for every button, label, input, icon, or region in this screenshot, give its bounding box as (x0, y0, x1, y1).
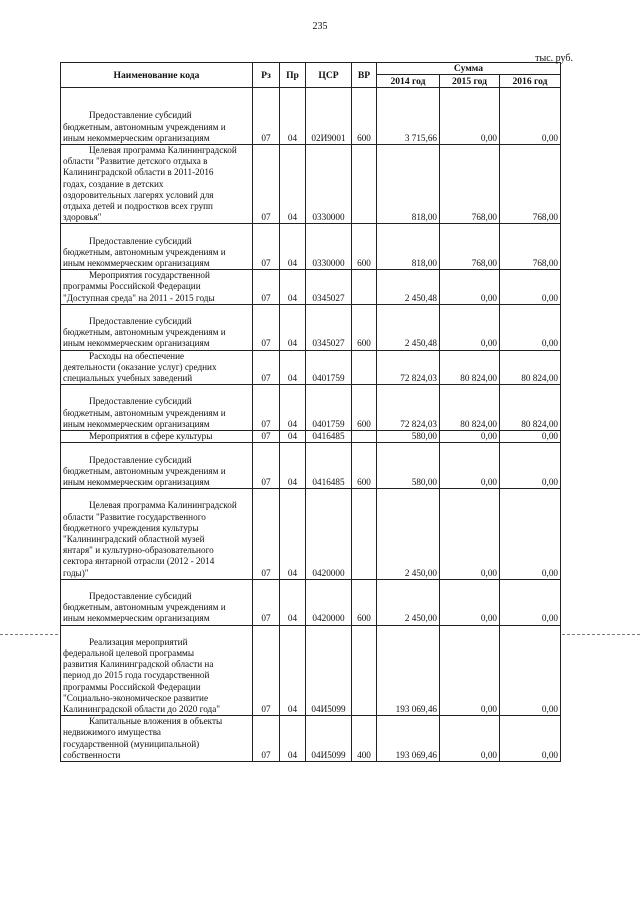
cell-vr (352, 350, 377, 385)
cell-csr: 0416485 (306, 443, 352, 489)
row-name (61, 579, 253, 625)
cell-pr: 04 (280, 431, 306, 443)
table-row (61, 431, 561, 443)
cell-csr: 0420000 (306, 579, 352, 625)
row-name (61, 224, 253, 270)
table-row (61, 304, 561, 350)
cell-pr: 04 (280, 716, 306, 762)
row-name-line: "Социально-экономическое развитие (63, 692, 209, 703)
cell-vr: 600 (352, 579, 377, 625)
cell-csr: 0416485 (306, 431, 352, 443)
cell-csr: 0345027 (306, 270, 352, 305)
table-row (61, 625, 561, 716)
cell-csr: 04И5099 (306, 625, 352, 716)
row-name-line: иным некоммерческим организациям (63, 338, 210, 349)
row-name-line: здоровья" (63, 212, 102, 223)
row-name-line: программы Российской Федерации (63, 281, 201, 292)
cell-y2015: 0,00 (440, 431, 500, 443)
cell-rz: 07 (253, 716, 280, 762)
cell-y2014: 580,00 (377, 431, 440, 443)
row-name-line: Калининградской области в 2011-2016 (63, 167, 214, 178)
row-name (61, 489, 253, 580)
header-year-2015: 2015 год (440, 75, 500, 88)
cell-csr: 0401759 (306, 350, 352, 385)
row-name-line: бюджетным, автономным учреждениям и (63, 465, 226, 476)
cell-pr: 04 (280, 350, 306, 385)
cell-vr: 600 (352, 385, 377, 431)
cell-y2016: 0,00 (500, 304, 561, 350)
row-name (61, 88, 253, 145)
cell-y2016: 0,00 (500, 88, 561, 145)
header-sum: Сумма (377, 63, 561, 75)
cell-y2015: 0,00 (440, 270, 500, 305)
row-name-line: иным некоммерческим организациям (63, 258, 210, 269)
header-vr: ВР (352, 63, 377, 88)
row-name (61, 385, 253, 431)
row-name-line: Целевая программа Калининградской (89, 145, 237, 156)
row-name-line: области "Развитие детского отдыха в (63, 156, 208, 167)
row-name-line: бюджетным, автономным учреждениям и (63, 246, 226, 257)
cell-rz: 07 (253, 145, 280, 224)
table-row (61, 716, 561, 762)
cell-y2016: 0,00 (500, 579, 561, 625)
row-name-line: иным некоммерческим организациям (63, 418, 210, 429)
row-name-line: Мероприятия государственной (89, 270, 210, 281)
row-name (61, 304, 253, 350)
cell-vr: 600 (352, 88, 377, 145)
table-row (61, 350, 561, 385)
row-name-line: деятельности (оказание услуг) средних (63, 361, 217, 372)
cell-y2014: 2 450,00 (377, 489, 440, 580)
cell-vr (352, 270, 377, 305)
cell-vr (352, 431, 377, 443)
cell-rz: 07 (253, 385, 280, 431)
cell-y2014: 193 069,46 (377, 716, 440, 762)
units-label: тыс. руб. (535, 53, 573, 64)
cell-pr: 04 (280, 304, 306, 350)
cell-y2014: 818,00 (377, 224, 440, 270)
cell-y2015: 80 824,00 (440, 350, 500, 385)
header-year-2014: 2014 год (377, 75, 440, 88)
cell-pr: 04 (280, 625, 306, 716)
cell-y2015: 0,00 (440, 443, 500, 489)
cell-rz: 07 (253, 304, 280, 350)
row-name (61, 625, 253, 716)
row-name-line: Расходы на обеспечение (89, 350, 185, 361)
row-name-line: годы)" (63, 567, 89, 578)
cell-y2016: 0,00 (500, 270, 561, 305)
cell-pr: 04 (280, 489, 306, 580)
page-number: 235 (312, 21, 328, 32)
cell-y2015: 768,00 (440, 145, 500, 224)
table-row (61, 145, 561, 224)
row-name-line: Предоставление субсидий (89, 454, 192, 465)
row-name-line: области "Развитие государственного (63, 511, 206, 522)
row-name-line: бюджетным, автономным учреждениям и (63, 602, 226, 613)
cell-vr: 400 (352, 716, 377, 762)
cell-pr: 04 (280, 88, 306, 145)
cell-csr: 04И5099 (306, 716, 352, 762)
cell-y2014: 2 450,00 (377, 579, 440, 625)
row-name (61, 270, 253, 305)
cell-y2014: 2 450,48 (377, 304, 440, 350)
row-name (61, 443, 253, 489)
row-name-line: бюджетного учреждения культуры (63, 522, 199, 533)
header-name: Наименование кода (61, 63, 253, 88)
cell-y2014: 2 450,48 (377, 270, 440, 305)
cell-vr (352, 489, 377, 580)
row-name (61, 350, 253, 385)
cell-y2015: 0,00 (440, 716, 500, 762)
cell-vr: 600 (352, 224, 377, 270)
table-row (61, 270, 561, 305)
row-name-line: отдыха детей и подростков всех групп (63, 201, 213, 212)
row-name-line: Реализация мероприятий (89, 636, 188, 647)
cell-rz: 07 (253, 88, 280, 145)
scan-line-left (0, 634, 58, 635)
row-name-line: Предоставление субсидий (89, 110, 192, 121)
cell-y2015: 0,00 (440, 489, 500, 580)
row-name-line: бюджетным, автономным учреждениям и (63, 121, 226, 132)
row-name-line: программы Российской Федерации (63, 681, 201, 692)
row-name (61, 431, 253, 443)
cell-y2016: 80 824,00 (500, 350, 561, 385)
budget-table (60, 62, 561, 762)
cell-pr: 04 (280, 145, 306, 224)
row-name-line: недвижимого имущества (63, 727, 161, 738)
cell-y2016: 0,00 (500, 431, 561, 443)
row-name-line: янтаря" и культурно-образовательного (63, 545, 214, 556)
cell-rz: 07 (253, 443, 280, 489)
cell-rz: 07 (253, 579, 280, 625)
cell-rz: 07 (253, 489, 280, 580)
cell-csr: 0401759 (306, 385, 352, 431)
row-name-line: бюджетным, автономным учреждениям и (63, 327, 226, 338)
cell-rz: 07 (253, 431, 280, 443)
row-name-line: собственности (63, 749, 121, 760)
cell-pr: 04 (280, 385, 306, 431)
cell-y2016: 768,00 (500, 224, 561, 270)
cell-y2014: 193 069,46 (377, 625, 440, 716)
cell-y2016: 0,00 (500, 443, 561, 489)
row-name-line: Капитальные вложения в объекты (89, 716, 223, 727)
row-name-line: государственной (муниципальной) (63, 738, 200, 749)
table-row (61, 385, 561, 431)
table-row (61, 443, 561, 489)
table-row (61, 224, 561, 270)
cell-pr: 04 (280, 270, 306, 305)
row-name (61, 716, 253, 762)
header-pr: Пр (280, 63, 306, 88)
row-name-line: иным некоммерческим организациям (63, 132, 210, 143)
row-name-line: период до 2015 года государственной (63, 670, 210, 681)
row-name-line: Предоставление субсидий (89, 235, 192, 246)
cell-y2015: 768,00 (440, 224, 500, 270)
row-name-line: Калининградской области до 2020 года" (63, 703, 221, 714)
row-name-line: иным некоммерческим организациям (63, 613, 210, 624)
cell-y2016: 80 824,00 (500, 385, 561, 431)
cell-y2014: 818,00 (377, 145, 440, 224)
row-name-line: бюджетным, автономным учреждениям и (63, 407, 226, 418)
row-name-line: Предоставление субсидий (89, 316, 192, 327)
cell-vr: 600 (352, 304, 377, 350)
row-name-line: развития Калининградской области на (63, 659, 214, 670)
cell-vr (352, 625, 377, 716)
cell-pr: 04 (280, 579, 306, 625)
row-name-line: сектора янтарной отрасли (2012 - 2014 (63, 556, 215, 567)
cell-y2015: 0,00 (440, 579, 500, 625)
cell-y2014: 72 824,03 (377, 385, 440, 431)
row-name-line: Целевая программа Калининградской (89, 500, 237, 511)
table-row (61, 489, 561, 580)
header-year-2016: 2016 год (500, 75, 561, 88)
cell-rz: 07 (253, 625, 280, 716)
row-name (61, 145, 253, 224)
cell-pr: 04 (280, 443, 306, 489)
row-name-line: федеральной целевой программы (63, 647, 194, 658)
cell-pr: 04 (280, 224, 306, 270)
row-name-line: оздоровительных лагерях условий для (63, 189, 214, 200)
cell-y2016: 0,00 (500, 716, 561, 762)
row-name-line: "Калининградский областной музей (63, 533, 205, 544)
cell-y2016: 0,00 (500, 489, 561, 580)
cell-y2016: 0,00 (500, 625, 561, 716)
cell-csr: 02И9001 (306, 88, 352, 145)
row-name-line: Предоставление субсидий (89, 396, 192, 407)
table-body (61, 88, 561, 762)
header-csr: ЦСР (306, 63, 352, 88)
cell-y2014: 72 824,03 (377, 350, 440, 385)
cell-rz: 07 (253, 350, 280, 385)
scan-line-right (562, 634, 640, 635)
cell-csr: 0330000 (306, 224, 352, 270)
cell-y2014: 3 715,66 (377, 88, 440, 145)
cell-rz: 07 (253, 224, 280, 270)
header-rz: Рз (253, 63, 280, 88)
cell-y2015: 0,00 (440, 304, 500, 350)
table-row (61, 88, 561, 145)
row-name-line: Мероприятия в сфере культуры (89, 431, 213, 442)
row-name-line: "Доступная среда" на 2011 - 2015 годы (63, 292, 215, 303)
cell-vr (352, 145, 377, 224)
row-name-line: годах, создание в детских (63, 178, 164, 189)
cell-csr: 0345027 (306, 304, 352, 350)
cell-y2015: 0,00 (440, 88, 500, 145)
table-row (61, 579, 561, 625)
cell-y2015: 80 824,00 (440, 385, 500, 431)
cell-y2015: 0,00 (440, 625, 500, 716)
row-name-line: иным некоммерческим организациям (63, 476, 210, 487)
cell-csr: 0330000 (306, 145, 352, 224)
cell-y2014: 580,00 (377, 443, 440, 489)
cell-vr: 600 (352, 443, 377, 489)
cell-y2016: 768,00 (500, 145, 561, 224)
cell-csr: 0420000 (306, 489, 352, 580)
row-name-line: специальных учебных заведений (63, 373, 193, 384)
row-name-line: Предоставление субсидий (89, 590, 192, 601)
cell-rz: 07 (253, 270, 280, 305)
